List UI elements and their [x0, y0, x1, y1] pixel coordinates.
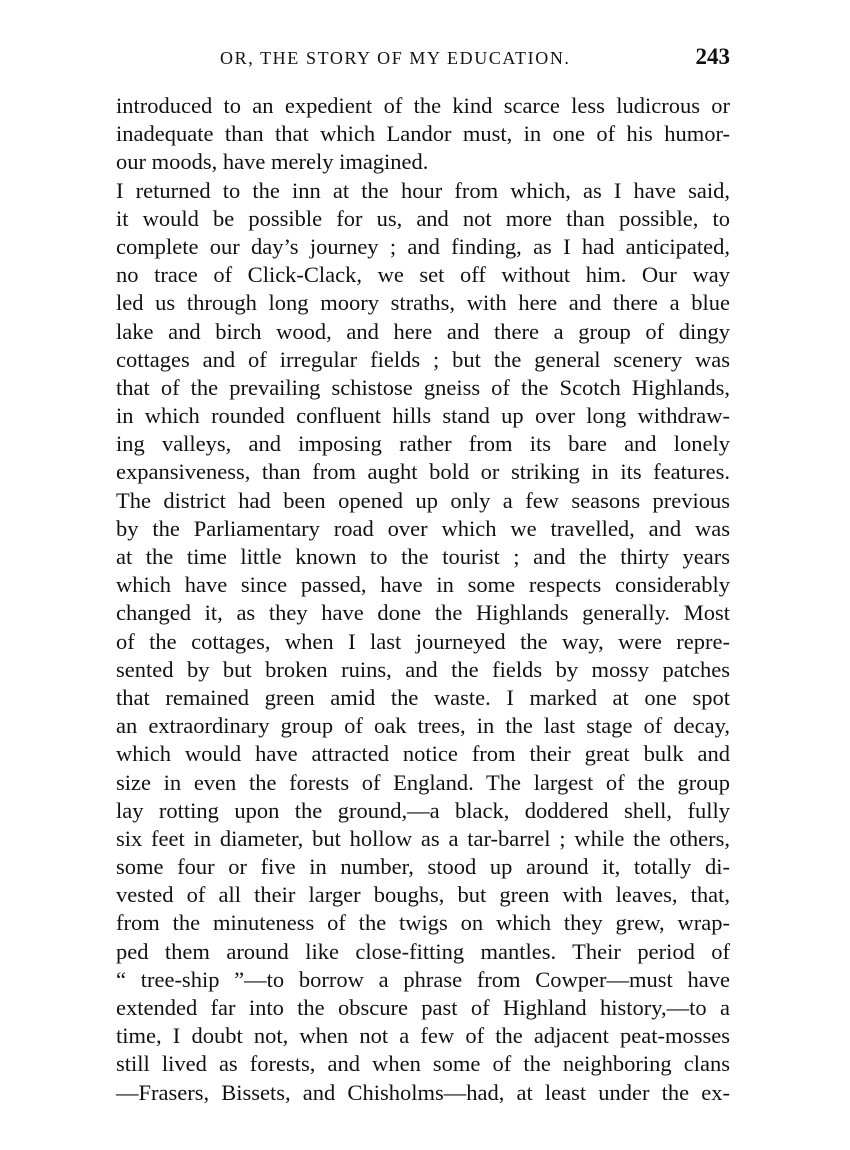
- text-line: an extraordinary group of oak trees, in the last stage of decay,: [116, 713, 730, 739]
- text-line: —Frasers, Bissets, and Chisholms—had, at least under the ex-: [116, 1079, 730, 1105]
- text-line: some four or five in number, stood up around it, totally di-: [116, 854, 730, 880]
- text-line: no trace of Click-Clack, we set off without him. Our way: [116, 262, 730, 288]
- text-line: still lived as forests, and when some of the neighboring clans: [116, 1051, 730, 1077]
- text-line: that remained green amid the waste. I marked at one spot: [116, 684, 730, 710]
- text-line: in which rounded confluent hills stand up over long withdraw-: [116, 403, 730, 429]
- text-line: time, I doubt not, when not a few of the adjacent peat-mosses: [116, 1023, 730, 1049]
- text-line: complete our day’s journey ; and finding, as I had anticipated,: [116, 233, 730, 259]
- text-line: extended far into the obscure past of Highland history,—to a: [116, 995, 730, 1020]
- text-line: introduced to an expedient of the kind scarce less ludicrous or: [116, 93, 730, 118]
- text-line: lay rotting upon the ground,—a black, doddered shell, fully: [116, 797, 730, 823]
- text-line: inadequate than that which Landor must, in one of his humor-: [116, 121, 730, 147]
- text-line: at the time little known to the tourist ; and the thirty years: [116, 544, 730, 569]
- text-line: The district had been opened up only a few seasons previous: [116, 487, 730, 513]
- text-line: cottages and of irregular fields ; but the general scenery was: [116, 346, 730, 372]
- text-line: it would be possible for us, and not more than possible, to: [116, 205, 730, 231]
- running-title: OR, THE STORY OF MY EDUCATION.: [220, 48, 571, 68]
- body-text: [116, 92, 730, 1107]
- text-line: six feet in diameter, but hollow as a tar-barrel ; while the others,: [116, 825, 730, 851]
- text-line: of the cottages, when I last journeyed the way, were repre-: [116, 628, 730, 654]
- paragraph-first-line: I returned to the inn at the hour from which, as I have said,: [116, 177, 730, 203]
- text-line: our moods, have merely imagined.: [116, 149, 429, 175]
- text-line: lake and birch wood, and here and there a group of dingy: [116, 318, 730, 344]
- text-line: by the Parliamentary road over which we travelled, and was: [116, 515, 730, 541]
- text-line: sented by but broken ruins, and the fields by mossy patches: [116, 656, 730, 682]
- text-line: “ tree-ship ”—to borrow a phrase from Cowper—must have: [116, 966, 730, 992]
- text-line: expansiveness, than from aught bold or striking in its features.: [116, 459, 730, 485]
- text-line: vested of all their larger boughs, but green with leaves, that,: [116, 882, 730, 908]
- text-line: which have since passed, have in some respects considerably: [116, 572, 730, 598]
- text-line: changed it, as they have done the Highlands generally. Most: [116, 600, 730, 626]
- running-head: [116, 44, 730, 76]
- text-line: that of the prevailing schistose gneiss of the Scotch Highlands,: [116, 374, 730, 400]
- text-line: led us through long moory straths, with here and there a blue: [116, 290, 730, 316]
- text-line: size in even the forests of England. The largest of the group: [116, 769, 730, 795]
- text-line: which would have attracted notice from their great bulk and: [116, 741, 730, 767]
- text-line: from the minuteness of the twigs on which they grew, wrap-: [116, 910, 730, 936]
- text-line: ped them around like close-fitting mantles. Their period of: [116, 938, 730, 964]
- page-number: 243: [695, 44, 730, 69]
- text-line: ing valleys, and imposing rather from its bare and lonely: [116, 431, 730, 457]
